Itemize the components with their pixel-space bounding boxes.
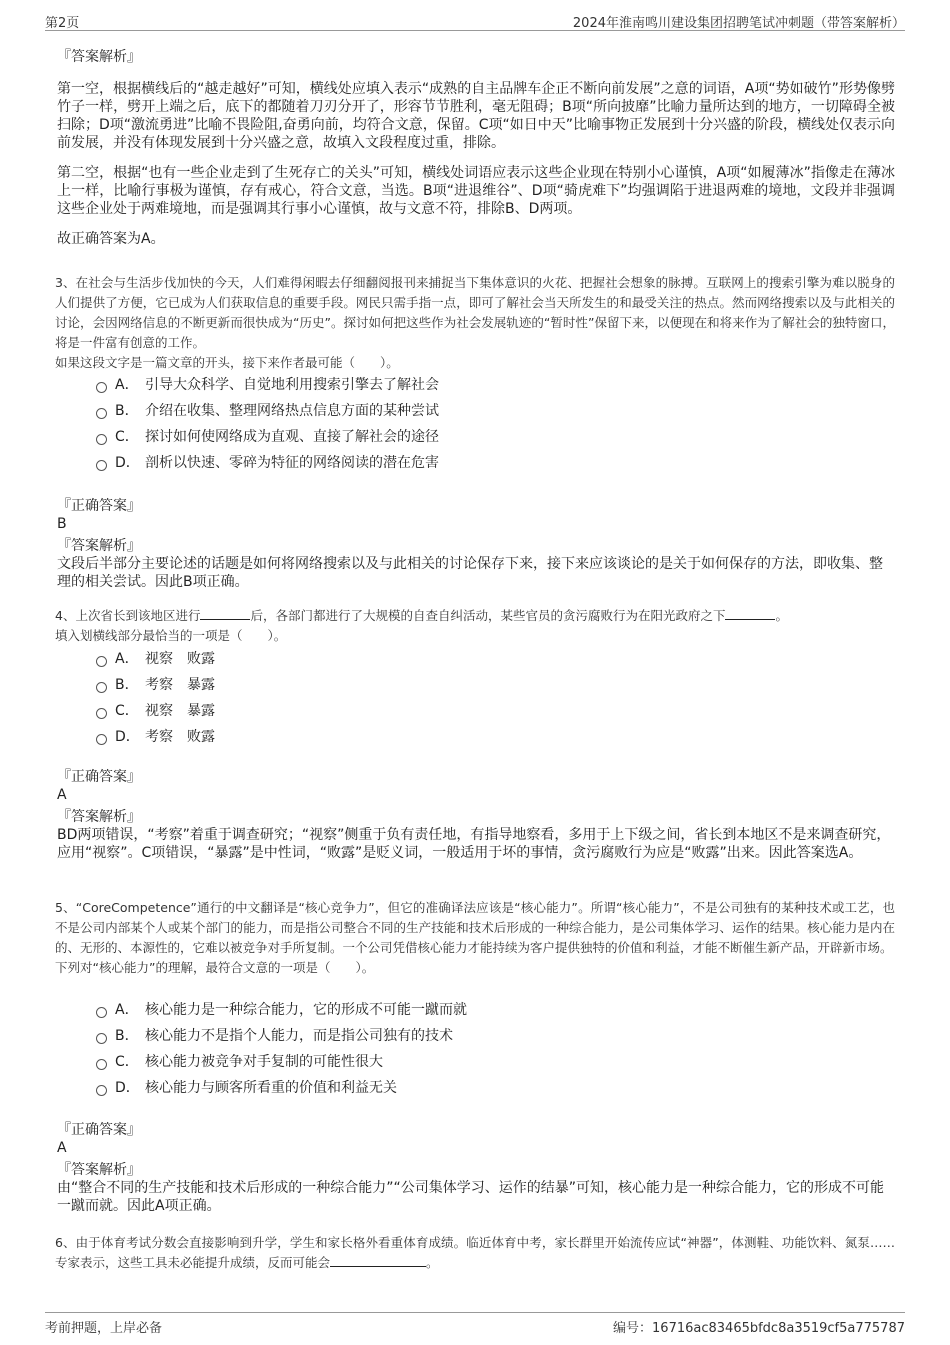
analysis-paragraph: 第二空，根据“也有一些企业走到了生死存亡的关头”可知，横线处词语应表示这些企业现在特别小心谨慎，A项“如履薄冰”指像走在薄冰上一样，比喻行事极为谨慎，存有戒心，符合文意，当选。B项“进退维谷”、D项“骑虎难下”均强调陷于进退两难的境地，文段并非强调这些企业处于两难境地，而是强调其行事小心谨慎，故与文意不符，排除B、D两项。 (57, 165, 895, 217)
fill-blank (200, 606, 250, 620)
question-5-answer (57, 1121, 895, 1215)
question-5-options (96, 997, 796, 1101)
document-title: 2024年淮南鸣川建设集团招聘笔试冲刺题（带答案解析） (572, 16, 905, 31)
question-stem: 5、“CoreCompetence”通行的中文翻译是“核心竞争力”，但它的准确译法应该是“核心能力”。所谓“核心能力”，不是公司独有的某种技术或工艺，也不是公司内部某个人或某个部门的能力，而是指公司整合不同的生产技能和技术后形成的一种综合能力，是公司集体学习、运作的结果。核心能力是内在的、无形的、本源性的，它难以被竞争对手所复制。一个公司凭借核心能力才能持续为客户提供独特的价值和利益，才能不断催生新产品，开辟新市场。 (55, 900, 895, 955)
radio-button[interactable] (96, 382, 107, 393)
option-c[interactable]: C． 探讨如何使网络成为直观、直接了解社会的途径 (96, 424, 796, 450)
radio-button[interactable] (96, 656, 107, 667)
question-3 (55, 273, 895, 373)
option-a[interactable]: A． 引导大众科学、自觉地利用搜索引擎去了解社会 (96, 372, 796, 398)
option-d[interactable]: D． 考察 败露 (96, 724, 796, 750)
correct-answer: A (57, 787, 67, 803)
analysis-label: 『答案解析』 (57, 1162, 141, 1178)
analysis-conclusion: 故正确答案为A。 (57, 231, 165, 247)
radio-button[interactable] (96, 460, 107, 471)
document-code: 编号：16716ac83465bfdc8a3519cf5a775787 (613, 1321, 905, 1336)
radio-button[interactable] (96, 1059, 107, 1070)
option-d[interactable]: D． 核心能力与顾客所看重的价值和利益无关 (96, 1075, 796, 1101)
question-stem: 6、由于体育考试分数会直接影响到升学，学生和家长格外看重体育成绩。临近体育中考，家长群里开始流传应试“神器”，体测鞋、功能饮料、氮泵……专家表示，这些工具未必能提升成绩，反而可能会 。 (55, 1235, 895, 1270)
correct-answer: B (57, 516, 67, 532)
option-b[interactable]: B． 介绍在收集、整理网络热点信息方面的某种尝试 (96, 398, 796, 424)
radio-button[interactable] (96, 1007, 107, 1018)
fill-blank (725, 606, 775, 620)
question-stem: 4、上次省长到该地区进行 后，各部门都进行了大规模的自查自纠活动，某些官员的贪污腐败行为在阳光政府之下 。 (55, 608, 788, 623)
option-b[interactable]: B． 核心能力不是指个人能力，而是指公司独有的技术 (96, 1023, 796, 1049)
page-header (45, 10, 905, 31)
prev-analysis-block (57, 48, 895, 248)
page-footer (45, 1312, 905, 1335)
correct-answer: A (57, 1140, 67, 1156)
analysis-label: 『答案解析』 (57, 49, 141, 65)
analysis-text: 文段后半部分主要论述的话题是如何将网络搜索以及与此相关的讨论保存下来，接下来应该谈论的是关于如何保存的方法，即收集、整理的相关尝试。因此B项正确。 (57, 556, 883, 590)
question-4 (55, 606, 895, 646)
analysis-label: 『答案解析』 (57, 809, 141, 825)
question-prompt: 下列对“核心能力”的理解，最符合文意的一项是（ ）。 (55, 960, 375, 975)
analysis-text: 由“整合不同的生产技能和技术后形成的一种综合能力”“公司集体学习、运作的结暴”可知，核心能力是一种综合能力，它的形成不可能一蹴而就。因此A项正确。 (57, 1180, 885, 1214)
footer-slogan: 考前押题，上岸必备 (45, 1321, 163, 1336)
radio-button[interactable] (96, 434, 107, 445)
question-prompt: 如果这段文字是一篇文章的开头，接下来作者最可能（ ）。 (55, 355, 399, 370)
option-a[interactable]: A． 核心能力是一种综合能力，它的形成不可能一蹴而就 (96, 997, 796, 1023)
fill-blank (330, 1253, 426, 1267)
question-6 (55, 1233, 895, 1273)
page-number: 第2页 (45, 16, 80, 31)
answer-label: 『正确答案』 (57, 498, 141, 514)
radio-button[interactable] (96, 682, 107, 693)
question-4-answer (57, 768, 895, 862)
option-c[interactable]: C． 视察 暴露 (96, 698, 796, 724)
radio-button[interactable] (96, 1033, 107, 1044)
radio-button[interactable] (96, 734, 107, 745)
answer-label: 『正确答案』 (57, 1122, 141, 1138)
radio-button[interactable] (96, 408, 107, 419)
option-c[interactable]: C． 核心能力被竞争对手复制的可能性很大 (96, 1049, 796, 1075)
question-5 (55, 898, 895, 978)
question-prompt: 填入划横线部分最恰当的一项是（ ）。 (55, 628, 287, 643)
option-b[interactable]: B． 考察 暴露 (96, 672, 796, 698)
question-3-answer (57, 497, 895, 591)
analysis-label: 『答案解析』 (57, 538, 141, 554)
radio-button[interactable] (96, 1085, 107, 1096)
option-d[interactable]: D． 剖析以快速、零碎为特征的网络阅读的潜在危害 (96, 450, 796, 476)
question-3-options (96, 372, 796, 476)
option-a[interactable]: A． 视察 败露 (96, 646, 796, 672)
analysis-paragraph: 第一空，根据横线后的“越走越好”可知，横线处应填入表示“成熟的自主品牌车企正不断向前发展”之意的词语，A项“势如破竹”形势像劈竹子一样，劈开上端之后，底下的都随着刀刃分开了，形容节节胜利，毫无阻碍；B项“所向披靡”比喻力量所达到的地方，一切障碍全被扫除；D项“激流勇进”比喻不畏险阻,奋勇向前，均符合文意，保留。C项“如日中天”比喻事物正发展到十分兴盛的阶段，横线处仅表示向前发展，并没有体现发展到十分兴盛之意，故填入文段程度过重，排除。 (57, 81, 896, 151)
question-stem: 3、在社会与生活步伐加快的今天，人们难得闲暇去仔细翻阅报刊来捕捉当下集体意识的火花、把握社会想象的脉搏。互联网上的搜索引擎为难以脱身的人们提供了方便，它已成为人们获取信息的重要手段。网民只需手指一点，即可了解社会当天所发生的和最受关注的热点。然而网络搜索以及与此相关的讨论，会因网络信息的不断更新而很快成为“历史”。探讨如何把这些作为社会发展轨迹的“暂时性”保留下来，以便现在和将来作为了解社会的独特窗口，将是一件富有创意的工作。 (55, 275, 895, 350)
analysis-text: BD两项错误，“考察”着重于调查研究；“视察”侧重于负有责任地，有指导地察看，多用于上下级之间，省长到本地区不是来调查研究，应用“视察”。C项错误，“暴露”是中性词，“败露”是贬义词，一般适用于坏的事情，贪污腐败行为应是“败露”出来。因此答案选A。 (57, 827, 891, 861)
answer-label: 『正确答案』 (57, 769, 141, 785)
question-4-options (96, 646, 796, 750)
radio-button[interactable] (96, 708, 107, 719)
